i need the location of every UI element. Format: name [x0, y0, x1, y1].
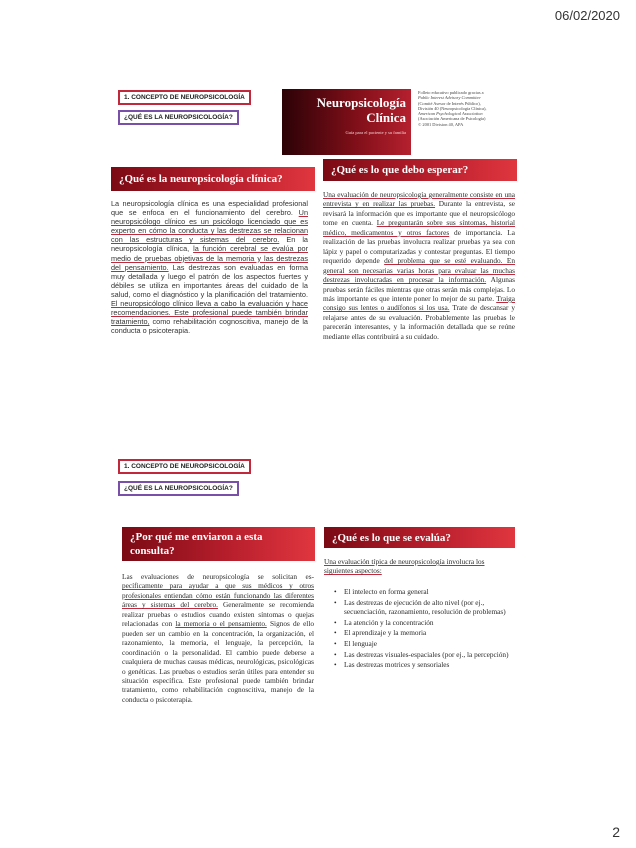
section-heading-what-to-expect: ¿Qué es lo que debo esperar? — [323, 159, 517, 181]
text-run: Durante la entrevista, se revisará la información que es importante que el neuropsicólogo tome en cuenta. — [323, 199, 516, 228]
highlight-run: Una evaluación típica de neuropsicología involucra los siguientes aspectos: — [324, 557, 485, 576]
what-to-expect-body — [323, 190, 515, 341]
brochure-banner — [282, 89, 411, 155]
section-heading-what-is: ¿Qué es la neuropsicología clínica? — [111, 167, 315, 191]
evaluated-aspects-list — [334, 587, 514, 671]
text-run: Algunas pruebas serán fáciles mientras que otras serán más complejas. Lo más importante es que intente poner lo mejor de su parte. — [323, 275, 515, 303]
concept-tag: 1. CONCEPTO DE NEUROPSICOLOGÍA — [118, 459, 251, 474]
heading-line2: consulta? — [130, 545, 175, 557]
list-item: • Las destrezas visuales-espaciales (por ej., la percepción) — [334, 650, 514, 660]
list-item: • Las destrezas motrices y sensoriales — [334, 660, 514, 670]
pubnote-line7: © 2001 Division 40, APA — [418, 121, 464, 127]
pubnote-line1: Folleto educativo publicado gracias a — [418, 90, 484, 95]
print-date: 06/02/2020 — [554, 8, 620, 23]
pubnote-line5: American Psychological Association — [418, 111, 483, 117]
list-item: • La atención y la concentración — [334, 618, 514, 628]
list-item: • El aprendizaje y la memoria — [334, 628, 514, 638]
text-run: de importancia. La realización de las pruebas involucra realizar pruebas ya sea con lápiz y papel o computarizadas y contestar preguntas. El tiempo requerido depende — [323, 227, 516, 266]
concept-tag: 1. CONCEPTO DE NEUROPSICOLOGÍA — [118, 90, 251, 105]
text-run: como rehabilitación cognoscitiva, manejo de la conducta o psicoterapia. — [111, 317, 308, 336]
list-item: • El intelecto en forma general — [334, 587, 514, 597]
banner-title-line2: Clínica — [366, 110, 406, 125]
highlight-run: Traiga consigo sus lentes o audífonos si los usa. — [323, 293, 515, 313]
list-item: • El lenguaje — [334, 639, 514, 649]
pubnote-line6: (Asociación Americana de Psicología) — [418, 116, 486, 122]
text-run: Trate de descansar y relajarse antes de su evaluación. Probablemente las pruebas le parecerán interesantes, y la información detallada que se reúne mediante ellas contribuirá a su cuidado. — [323, 303, 515, 341]
highlight-run: Una evaluación de neuropsicología generalmente consiste en una entrevista y en realizar las pruebas. — [323, 190, 515, 209]
what-is-body — [111, 199, 308, 335]
highlight-run: Le preguntarán sobre sus síntomas, historial médico, medicamentos y otros factores — [323, 218, 516, 237]
list-item: • Las destrezas de ejecución de alto nivel (por ej., secuenciación, razonamiento, resolución de problemas) — [334, 598, 514, 617]
highlight-run: El neuropsicólogo clínico lleva a cabo la evaluación y hace recomendaciones. Este profesional puede también brindar tratamiento, — [111, 299, 308, 327]
highlight-run: Un neuropsicólogo clínico es un psicólogo licenciado que es experto en cómo la conducta y las destrezas se relacionan con las estructuras y sistemas del cerebro. — [111, 208, 308, 245]
text-run: Signos de ello pueden ser un cambio en la concentración, la organización, el razonamiento, la memoria, el lenguaje, la percepción, la coordinación o la personalidad. El cambio puede deberse a cualquiera de muchas causas médicas, neurológicas, psicológicas o genéticas. Las pruebas o estudios serán útiles para entender su situación específica. Este profesional puede también brindar tratamiento, como rehabilitación cognoscitiva, manejo de la conducta o psicoterapia. — [122, 619, 315, 704]
text-run: Las destrezas son evaluadas en forma muy detallada y luego el patrón de los aspectos fuertes y débiles se utiliza en importantes áreas del cuidado de la salud, como el diagnóstico y la planificación del tratamiento. — [111, 262, 309, 299]
text-run: La neuropsicología clínica es una especialidad profesional que se enfoca en el funcionamiento del cerebro. — [111, 199, 308, 218]
heading-line1: ¿Por qué me enviaron a esta — [130, 531, 263, 543]
why-referred-body — [122, 572, 314, 704]
publication-note — [418, 90, 518, 127]
banner-subtitle: Guía para el paciente y su familia — [345, 130, 406, 135]
highlight-run: del problema que se esté evaluando. En general son necesarias varias horas para evaluar las muchas destrezas involucradas en procesar la información. — [323, 256, 516, 285]
highlight-run: la memoria o el pensamiento. — [175, 619, 267, 629]
question-tag: ¿QUÉ ES LA NEUROPSICOLOGÍA? — [118, 481, 239, 496]
highlight-run: la función cerebral se evalúa por medio de pruebas objetivas de la memoria y las destrezas del pensamiento. — [111, 244, 308, 272]
text-run: Las evaluaciones de neuropsicología se solicitan es- — [122, 572, 314, 581]
question-tag: ¿QUÉ ES LA NEUROPSICOLOGÍA? — [118, 110, 239, 125]
text-run: En la neuropsicología clínica, — [111, 235, 308, 254]
highlight-run: pecíficamente para ayudar a que sus médicos y otros profesionales entiendan cómo están funcionando las diferentes áreas y sistemas del cerebro. — [122, 581, 314, 610]
section-heading-why-referred — [122, 527, 315, 561]
pubnote-line4: División 40 (Neuropsicología Clínica), — [418, 105, 487, 111]
text-run: Generalmente se recomienda realizar pruebas o estudios cuando existen síntomas o quejas relacionadas con — [122, 600, 314, 629]
what-is-evaluated-intro — [324, 557, 496, 576]
section-heading-what-is-evaluated: ¿Qué es lo que se evalúa? — [324, 527, 515, 548]
page-number: 2 — [612, 824, 620, 840]
banner-title-line1: Neuropsicología — [316, 95, 406, 110]
pubnote-line2: Public Interest Advisory Committee — [418, 95, 481, 101]
pubnote-line3: (Comité Asesor de Interés Público), — [418, 100, 481, 106]
